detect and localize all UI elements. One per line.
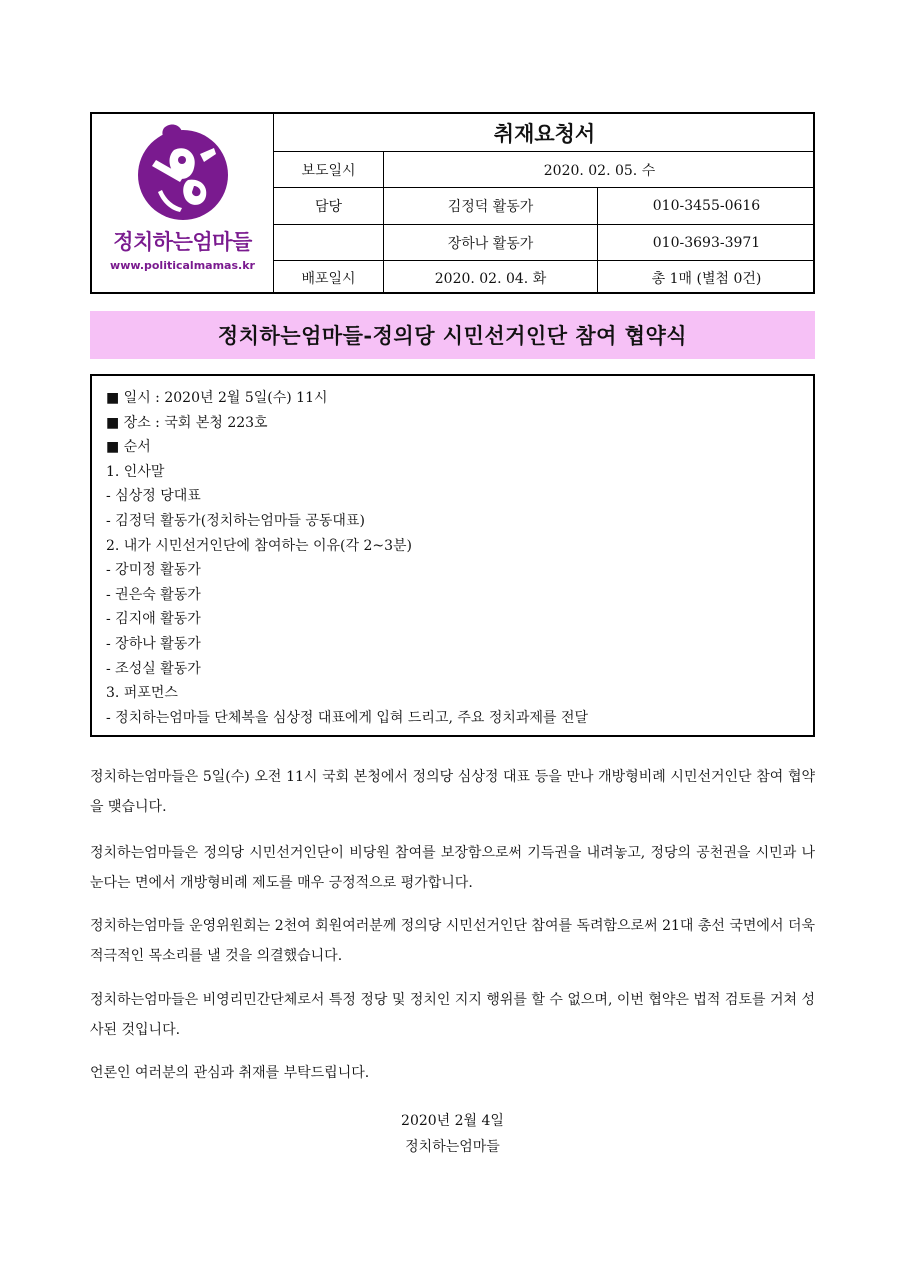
headline-banner: 정치하는엄마들-정의당 시민선거인단 참여 협약식: [90, 311, 815, 359]
contact-name: 김정덕 활동가: [383, 187, 597, 224]
release-date-value: 2020. 02. 05. 수: [383, 151, 815, 187]
distribution-date-value: 2020. 02. 04. 화: [383, 260, 597, 294]
info-line: - 김지애 활동가: [106, 611, 201, 628]
contact-label: 담당: [273, 187, 383, 224]
body-paragraph: 정치하는엄마들 운영위원회는 2천여 회원여러분께 정의당 시민선거인단 참여를 독려함으로써 21대 총선 국면에서 더욱 적극적인 목소리를 낼 것을 의결했습니다.: [90, 918, 815, 964]
body-paragraph: 정치하는엄마들은 정의당 시민선거인단이 비당원 참여를 보장함으로써 기득권을 내려놓고, 정당의 공천권을 시민과 나눈다는 면에서 개방형비례 제도를 매우 긍정적으로 평가합니다.: [90, 845, 815, 891]
logo-emblem-icon: [136, 120, 230, 224]
press-info-table: [90, 112, 815, 294]
info-line: - 정치하는엄마들 단체복을 심상정 대표에게 입혀 드리고, 주요 정치과제를 전달: [106, 709, 588, 726]
release-date-label: 보도일시: [273, 151, 383, 187]
body-paragraph: 정치하는엄마들은 5일(수) 오전 11시 국회 본청에서 정의당 심상정 대표 등을 만나 개방형비례 시민선거인단 참여 협약을 맺습니다.: [90, 769, 815, 815]
logo-url: www.politicalmamas.kr: [110, 259, 255, 272]
info-line: ■ 장소 : 국회 본청 223호: [106, 414, 268, 431]
info-line: - 권은숙 활동가: [106, 586, 201, 603]
distribution-date-label: 배포일시: [273, 260, 383, 294]
info-line: ■ 일시 : 2020년 2월 5일(수) 11시: [106, 390, 328, 406]
event-info-box: [90, 374, 815, 737]
contact-name: 장하나 활동가: [383, 224, 597, 260]
info-line: ■ 순서: [106, 439, 151, 456]
info-line: 2. 내가 시민선거인단에 참여하는 이유(각 2~3분): [106, 537, 412, 554]
body-paragraph: 정치하는엄마들은 비영리민간단체로서 특정 정당 및 정치인 지지 행위를 할 수 없으며, 이번 협약은 법적 검토를 거쳐 성사된 것입니다.: [90, 992, 815, 1038]
logo: [92, 114, 273, 294]
info-line: 1. 인사말: [106, 463, 165, 480]
page-count: 총 1매 (별첨 0건): [597, 260, 815, 294]
footer-org: 정치하는엄마들: [405, 1139, 500, 1155]
logo-name: 정치하는엄마들: [113, 230, 252, 254]
info-line: - 장하나 활동가: [106, 635, 201, 652]
info-line: - 조성실 활동가: [106, 660, 201, 677]
contact-phone: 010-3455-0616: [597, 187, 815, 224]
contact-phone: 010-3693-3971: [597, 224, 815, 260]
contact-label-empty: [273, 224, 383, 260]
info-line: - 김정덕 활동가(정치하는엄마들 공동대표): [106, 512, 365, 529]
footer-date: 2020년 2월 4일: [401, 1113, 504, 1129]
info-line: - 강미정 활동가: [106, 562, 201, 579]
info-line: 3. 퍼포먼스: [106, 685, 178, 702]
body-paragraph: 언론인 여러분의 관심과 취재를 부탁드립니다.: [90, 1065, 370, 1081]
document-title: 취재요청서: [273, 114, 815, 151]
info-line: - 심상정 당대표: [106, 488, 201, 505]
